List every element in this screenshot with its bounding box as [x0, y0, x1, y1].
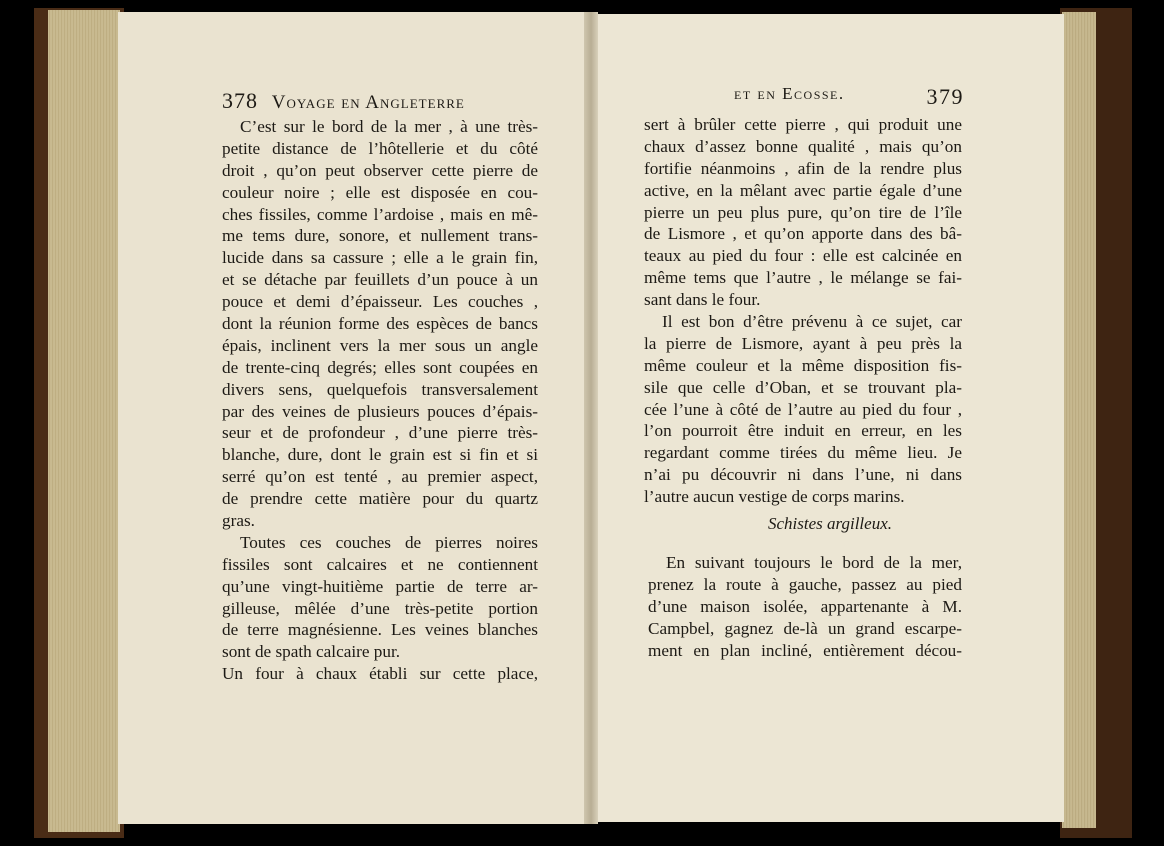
text-line: ches fissiles, comme l’ardoise , mais en mê- — [222, 204, 538, 224]
text-line: de prendre cette matière pour du quartz — [222, 489, 538, 509]
text-line: En suivant toujours le bord de la mer, — [666, 553, 962, 572]
text-line: regardant comme tirées du même lieu. Je — [644, 443, 962, 463]
text-line: prenez la route à gauche, passez au pied — [648, 574, 962, 594]
right-running-header — [734, 84, 964, 110]
text-line: fortifie néanmoins , afin de la rendre plus — [644, 158, 962, 178]
text-line: sert à brûler cette pierre , qui produit une — [644, 115, 962, 134]
text-line: par des veines de plusieurs pouces d’épais- — [222, 401, 538, 421]
text-line: et se détache par feuillets d’un pouce à un — [222, 270, 538, 290]
text-line: teaux au pied du four : elle est calcinée en — [644, 246, 962, 266]
text-line: couleur noire ; elle est disposée en cou- — [222, 182, 538, 202]
section-title: Schistes argilleux. — [767, 514, 892, 533]
text-line: de Lismore , et qu’on apporte dans des bâ- — [644, 224, 962, 244]
text-line: gras. — [222, 511, 255, 531]
text-line: active, en la mêlant avec partie égale d’une — [644, 180, 962, 200]
text-line: ment en plan incliné, entièrement décou- — [648, 640, 962, 660]
right-body-text-bottom — [648, 552, 962, 661]
text-line: Il est bon d’être prévenu à ce sujet, car — [662, 312, 962, 332]
text-line: fissiles sont calcaires et ne contiennent — [222, 554, 538, 574]
text-line: chaux d’assez bonne qualité , mais qu’on — [644, 136, 962, 156]
text-line: la pierre de Lismore, ayant à peu près la — [644, 333, 962, 353]
text-line: d’une maison isolée, appartenante à M. — [648, 596, 962, 616]
text-line: petite distance de l’hôtellerie et du côté — [222, 138, 538, 158]
left-running-header — [222, 88, 542, 114]
text-line: sant dans le four. — [644, 290, 761, 310]
text-line: sile que celle d’Oban, et se trouvant pla- — [644, 377, 962, 397]
left-running-head: Voyage en Angleterre — [271, 92, 465, 113]
right-page-number: 379 — [926, 84, 964, 109]
text-line: Un four à chaux établi sur cette place, — [222, 664, 538, 684]
text-line: sont de spath calcaire pur. — [222, 642, 401, 662]
text-line: l’autre aucun vestige de corps marins. — [644, 487, 905, 507]
text-line: dont la réunion forme des espèces de bancs — [222, 314, 538, 334]
page-stack-right — [1062, 12, 1096, 828]
text-line: qu’une vingt-huitième partie de terre ar- — [222, 576, 538, 596]
text-line: épais, inclinent vers la mer sous un angle — [222, 335, 538, 355]
text-line: blanche, dure, dont le grain est si fin et si — [222, 445, 538, 465]
text-line: lucide dans sa cassure ; elle a le grain fin, — [222, 248, 538, 268]
text-line: de trente-cinq degrés; elles sont coupées en — [222, 357, 538, 377]
text-line: C’est sur le bord de la mer , à une très- — [240, 117, 538, 136]
text-line: Campbel, gagnez de-là un grand escarpe- — [648, 618, 962, 638]
right-body-text-top — [644, 114, 962, 508]
text-line: pouce et demi d’épaisseur. Les couches , — [222, 292, 538, 312]
text-line: seur et de profondeur , d’une pierre très- — [222, 423, 538, 443]
right-running-head: et en Ecosse. — [734, 84, 845, 103]
text-line: divers sens, quelquefois transversalement — [222, 379, 538, 399]
book-gutter — [584, 12, 598, 824]
text-line: droit , qu’on peut observer cette pierre de — [222, 160, 538, 180]
text-line: même couleur et la même disposition fis- — [644, 355, 962, 375]
text-line: Toutes ces couches de pierres noires — [240, 532, 538, 552]
left-page-number: 378 — [222, 88, 258, 113]
left-body-text — [222, 116, 538, 685]
text-line: serré qu’on est tenté , au premier aspect, — [222, 467, 538, 487]
text-line: de terre magnésienne. Les veines blanches — [222, 620, 538, 640]
text-line: gilleuse, mêlée d’une très-petite portion — [222, 598, 538, 618]
page-stack-left — [48, 10, 120, 832]
text-line: l’on pourroit être induit en erreur, en les — [644, 421, 962, 441]
text-line: me tems dure, sonore, et nullement trans- — [222, 226, 538, 246]
text-line: même tems que l’autre , le mélange se fai- — [644, 268, 962, 288]
text-line: cée l’une à côté de l’autre au pied du four , — [644, 399, 962, 419]
text-line: n’ai pu découvrir ni dans l’une, ni dans — [644, 465, 962, 485]
text-line: pierre un peu plus pure, qu’on tire de l’île — [644, 202, 962, 222]
